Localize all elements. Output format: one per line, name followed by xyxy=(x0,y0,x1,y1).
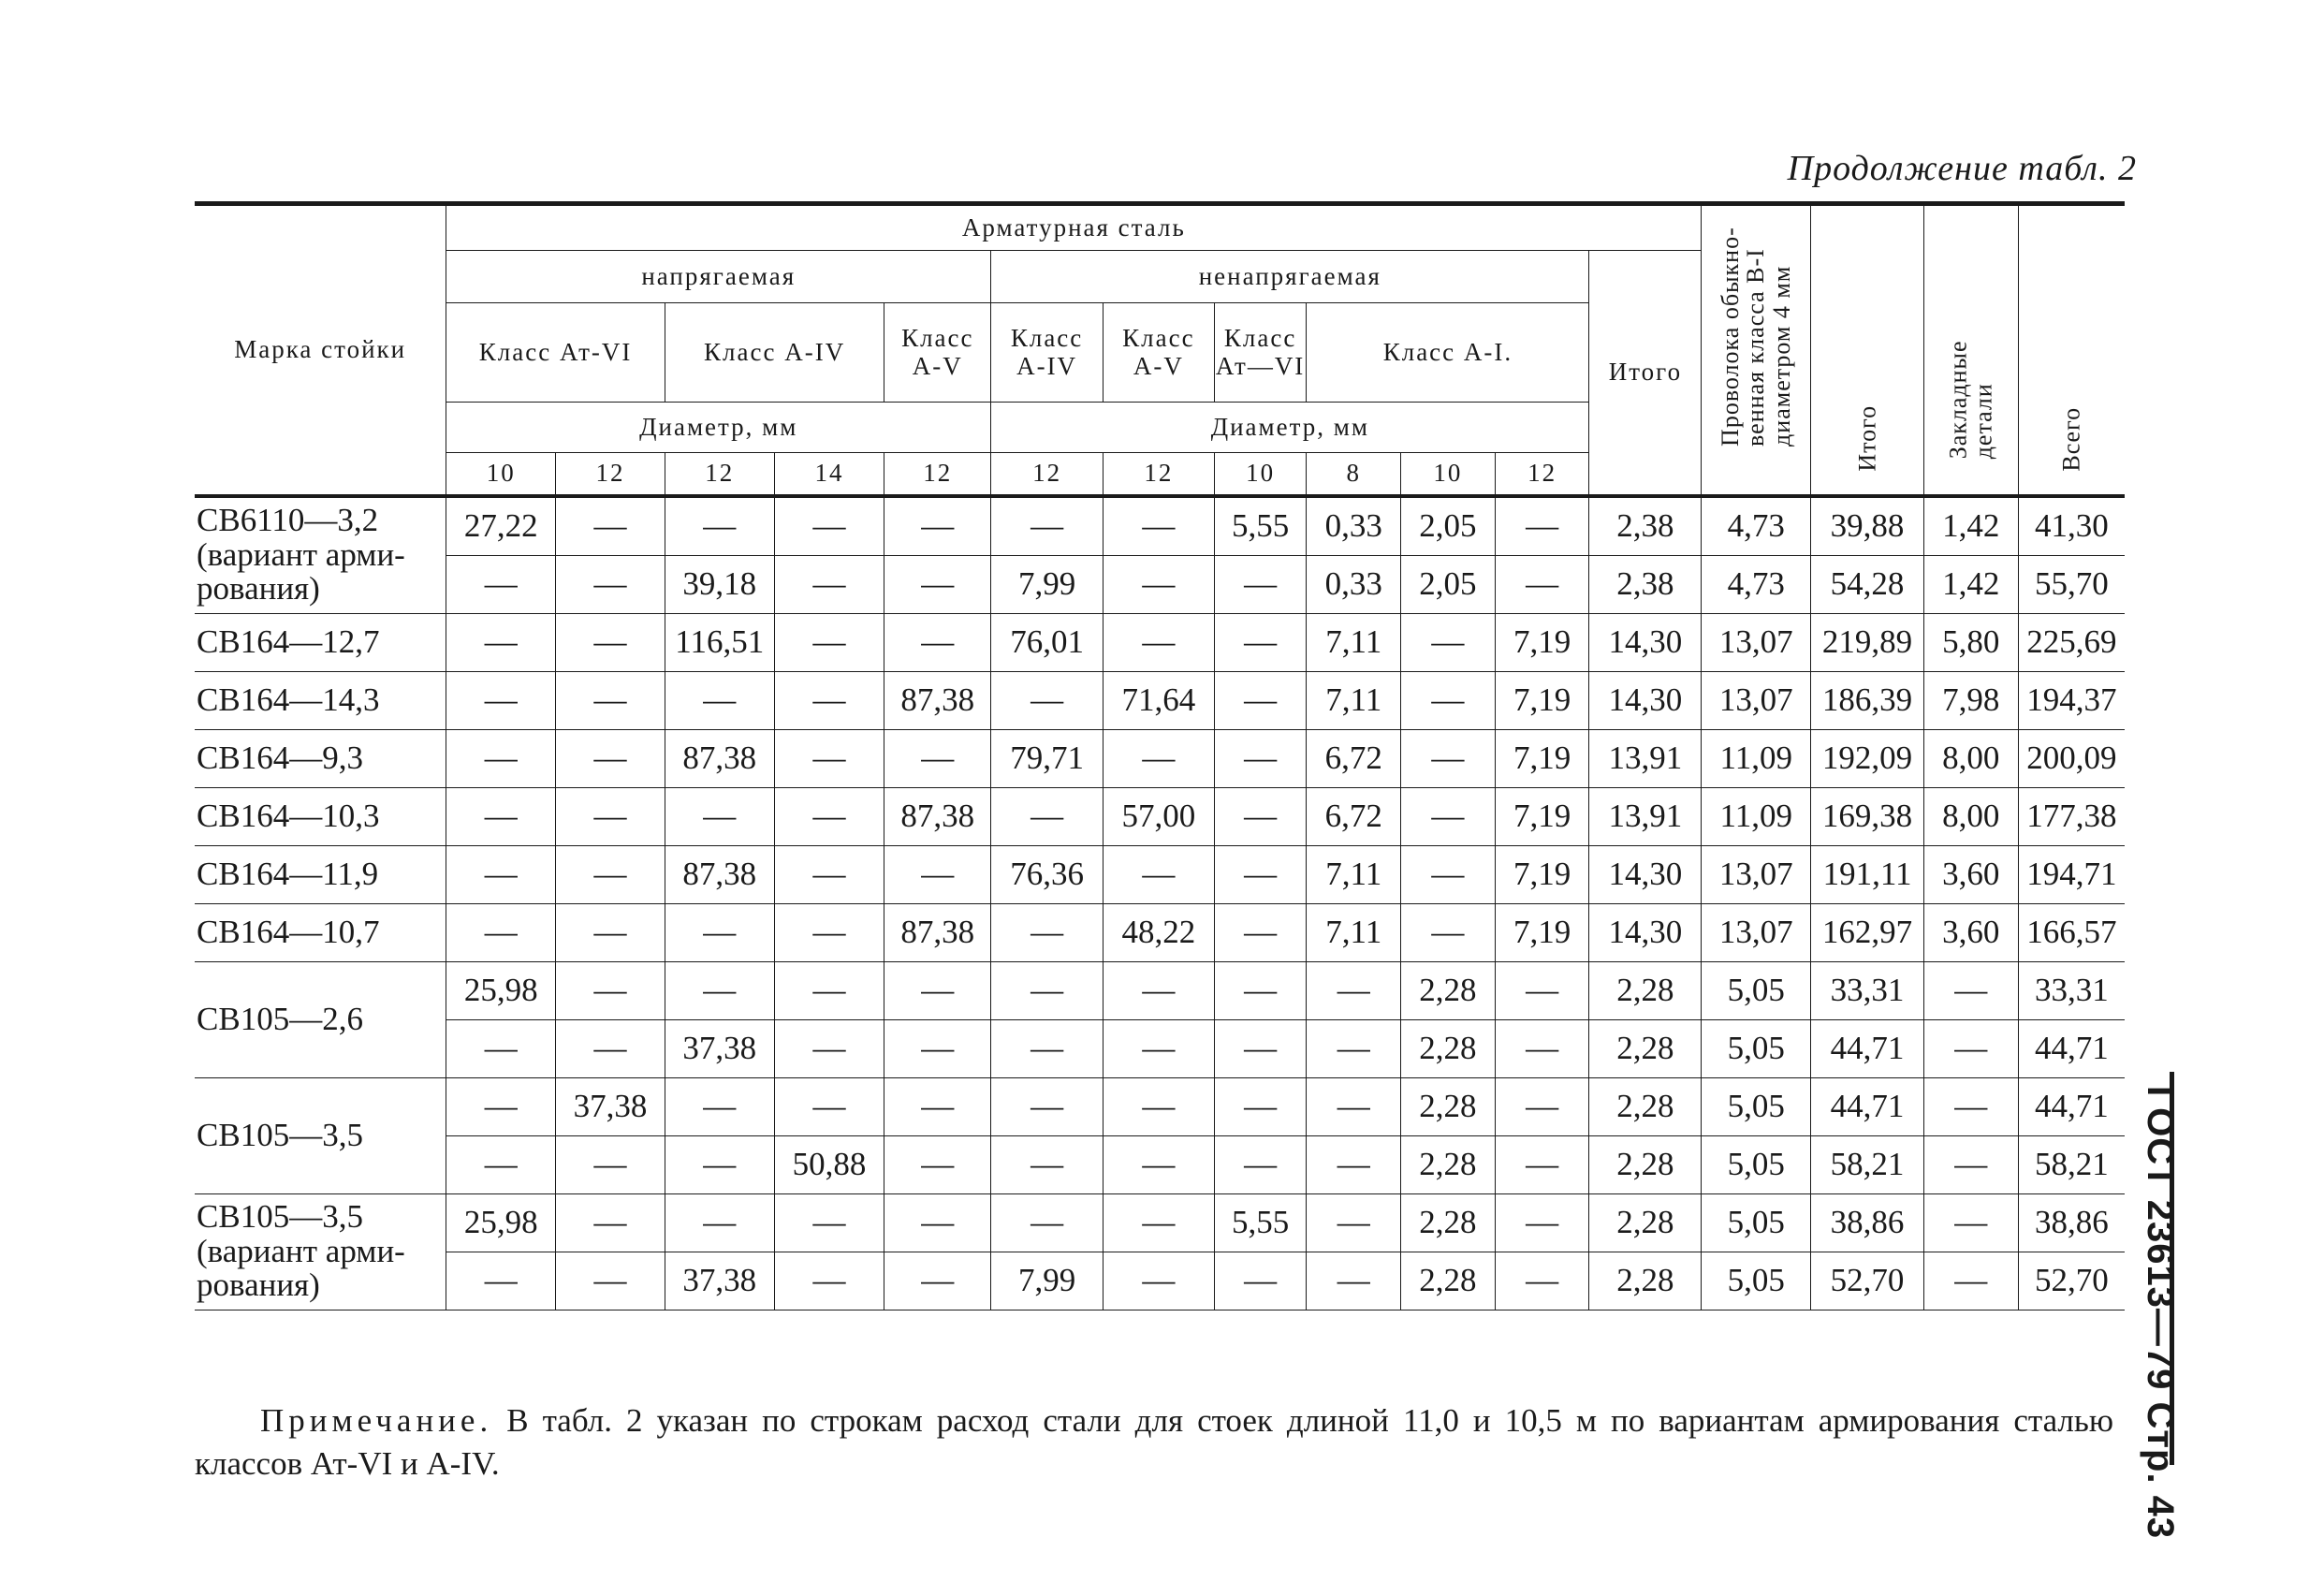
table-cell: — xyxy=(991,903,1104,961)
table-cell: — xyxy=(1401,613,1496,671)
table-cell: 4,73 xyxy=(1702,555,1811,613)
diameter-cell: 12 xyxy=(556,453,665,496)
table-cell: — xyxy=(991,671,1104,729)
table-row xyxy=(195,1077,2125,1135)
table-cell: — xyxy=(556,1019,665,1077)
table-cell: — xyxy=(1214,613,1307,671)
header-class-av-line2: А-V xyxy=(912,351,963,380)
header-ns-aiv-line2: А-IV xyxy=(1016,351,1078,380)
header-wire-text: Проволока обыкно- венная класса В-I диаметром 4 мм xyxy=(1717,226,1795,447)
table-cell: — xyxy=(1103,496,1214,556)
table-cell: 7,19 xyxy=(1495,903,1589,961)
table-cell: 7,19 xyxy=(1495,729,1589,787)
table-cell: 58,21 xyxy=(1811,1135,1924,1193)
table-row xyxy=(195,671,2125,729)
table-cell: — xyxy=(446,613,556,671)
table-cell: 2,28 xyxy=(1401,961,1496,1019)
table-cell: — xyxy=(884,1019,991,1077)
table-cell: 11,09 xyxy=(1702,787,1811,845)
header-itogo2 xyxy=(1811,204,1924,496)
table-cell: 1,42 xyxy=(1923,496,2018,556)
table-cell: 3,60 xyxy=(1923,845,2018,903)
table-cell: — xyxy=(446,1252,556,1310)
table-cell: 192,09 xyxy=(1811,729,1924,787)
table-cell: — xyxy=(774,1019,884,1077)
table-cell: — xyxy=(446,1135,556,1193)
table-cell: — xyxy=(884,496,991,556)
diameter-cell: 10 xyxy=(1401,453,1496,496)
table-cell: 5,80 xyxy=(1923,613,2018,671)
table-cell: — xyxy=(446,903,556,961)
table-row xyxy=(195,1193,2125,1252)
row-mark: СВ164—14,3 xyxy=(195,671,446,729)
table-cell: 14,30 xyxy=(1589,845,1702,903)
table-cell: — xyxy=(991,787,1104,845)
table-cell: 11,09 xyxy=(1702,729,1811,787)
table-cell: — xyxy=(774,671,884,729)
table-cell: — xyxy=(1923,1077,2018,1135)
table-cell: — xyxy=(446,1077,556,1135)
header-ns-aiv-line1: Класс xyxy=(1010,323,1084,352)
table-row xyxy=(195,1252,2125,1310)
table-cell: 44,71 xyxy=(2018,1077,2125,1135)
table-cell: 2,28 xyxy=(1401,1193,1496,1252)
table-cell: 5,05 xyxy=(1702,1252,1811,1310)
table-cell: — xyxy=(774,845,884,903)
table-row xyxy=(195,1135,2125,1193)
table-cell: — xyxy=(556,787,665,845)
table-cell: 7,98 xyxy=(1923,671,2018,729)
table-cell: 2,38 xyxy=(1589,555,1702,613)
table-cell: 71,64 xyxy=(1103,671,1214,729)
table-cell: 5,55 xyxy=(1214,1193,1307,1252)
table-cell: — xyxy=(1495,1135,1589,1193)
table-cell: — xyxy=(774,496,884,556)
header-ns-class-ai: Класс А-I. xyxy=(1307,303,1589,403)
table-cell: — xyxy=(665,496,774,556)
header-class-av xyxy=(884,303,991,403)
table-cell: — xyxy=(556,1135,665,1193)
table-cell: 7,11 xyxy=(1307,613,1401,671)
table-cell: — xyxy=(884,613,991,671)
table-cell: — xyxy=(774,903,884,961)
table-cell: — xyxy=(774,1193,884,1252)
table-cell: — xyxy=(991,961,1104,1019)
table-cell: 14,30 xyxy=(1589,671,1702,729)
table-cell: 219,89 xyxy=(1811,613,1924,671)
table-cell: — xyxy=(665,1193,774,1252)
standard-page-label: ГОСТ 23613—79 Стр. 43 xyxy=(2140,1086,2181,1540)
diameter-cell: 12 xyxy=(884,453,991,496)
header-stressed: напрягаемая xyxy=(446,251,991,303)
table-row xyxy=(195,555,2125,613)
table-cell: — xyxy=(884,845,991,903)
table-row xyxy=(195,787,2125,845)
table-cell: — xyxy=(556,1193,665,1252)
table-cell: 14,30 xyxy=(1589,613,1702,671)
table-cell: — xyxy=(1307,1019,1401,1077)
table-note xyxy=(195,1399,2113,1486)
table-cell: 5,05 xyxy=(1702,961,1811,1019)
table-cell: 7,99 xyxy=(991,1252,1104,1310)
table-cell: 7,19 xyxy=(1495,671,1589,729)
header-class-aiv: Класс А-IV xyxy=(665,303,884,403)
table-cell: — xyxy=(774,787,884,845)
table-cell: 7,19 xyxy=(1495,787,1589,845)
table-cell: — xyxy=(446,555,556,613)
table-cell: 2,28 xyxy=(1401,1019,1496,1077)
table-cell: 1,42 xyxy=(1923,555,2018,613)
table-cell: 194,37 xyxy=(2018,671,2125,729)
table-cell: — xyxy=(1214,1019,1307,1077)
header-embedded-text: Закладные детали xyxy=(1944,340,1997,460)
steel-consumption-table xyxy=(195,201,2125,1310)
row-mark: СВ105—2,6 xyxy=(195,961,446,1077)
table-cell: 0,33 xyxy=(1307,555,1401,613)
header-total-text: Всего xyxy=(2057,407,2085,472)
table-cell: 52,70 xyxy=(2018,1252,2125,1310)
table-cell: — xyxy=(774,1077,884,1135)
table-cell: — xyxy=(884,1252,991,1310)
diameter-cell: 12 xyxy=(991,453,1104,496)
table-cell: — xyxy=(556,961,665,1019)
table-cell: 2,05 xyxy=(1401,555,1496,613)
table-cell: 39,88 xyxy=(1811,496,1924,556)
table-cell: 7,11 xyxy=(1307,903,1401,961)
table-cell: 37,38 xyxy=(665,1252,774,1310)
table-row xyxy=(195,613,2125,671)
row-mark: СВ164—11,9 xyxy=(195,845,446,903)
table-cell: 7,11 xyxy=(1307,845,1401,903)
header-ns-class-av xyxy=(1103,303,1214,403)
table-cell: — xyxy=(1923,961,2018,1019)
row-mark: СВ164—9,3 xyxy=(195,729,446,787)
table-cell: 33,31 xyxy=(2018,961,2125,1019)
table-cell: 177,38 xyxy=(2018,787,2125,845)
row-mark: СВ105—3,5 xyxy=(195,1077,446,1193)
table-row xyxy=(195,1019,2125,1077)
table-cell: — xyxy=(446,1019,556,1077)
table-cell: — xyxy=(1401,729,1496,787)
table-cell: 79,71 xyxy=(991,729,1104,787)
diameter-cell: 10 xyxy=(446,453,556,496)
table-cell: — xyxy=(556,1252,665,1310)
table-cell: 13,07 xyxy=(1702,671,1811,729)
table-cell: — xyxy=(774,555,884,613)
table-cell: — xyxy=(1923,1135,2018,1193)
table-cell: 169,38 xyxy=(1811,787,1924,845)
table-row xyxy=(195,496,2125,556)
table-cell: 5,05 xyxy=(1702,1193,1811,1252)
table-cell: 116,51 xyxy=(665,613,774,671)
table-cell: — xyxy=(556,729,665,787)
diameter-cell: 14 xyxy=(774,453,884,496)
table-cell: — xyxy=(1923,1252,2018,1310)
table-cell: 25,98 xyxy=(446,961,556,1019)
table-cell: 0,33 xyxy=(1307,496,1401,556)
table-cell: — xyxy=(1214,1077,1307,1135)
table-cell: 41,30 xyxy=(2018,496,2125,556)
table-cell: — xyxy=(1307,1077,1401,1135)
table-cell: 13,91 xyxy=(1589,787,1702,845)
table-cell: 58,21 xyxy=(2018,1135,2125,1193)
table-cell: — xyxy=(665,1077,774,1135)
table-cell: — xyxy=(1923,1019,2018,1077)
table-cell: — xyxy=(556,496,665,556)
table-cell: 5,55 xyxy=(1214,496,1307,556)
table-cell: 57,00 xyxy=(1103,787,1214,845)
header-diameter-stressed: Диаметр, мм xyxy=(446,403,991,453)
table-cell: 13,07 xyxy=(1702,903,1811,961)
diameter-cell: 12 xyxy=(1103,453,1214,496)
table-row xyxy=(195,845,2125,903)
table-cell: — xyxy=(1103,555,1214,613)
header-ns-class-aiv xyxy=(991,303,1104,403)
table-cell: — xyxy=(556,613,665,671)
table-cell: 5,05 xyxy=(1702,1077,1811,1135)
table-cell: — xyxy=(1495,1077,1589,1135)
row-mark: СВ6110—3,2 (вариант арми-рования) xyxy=(195,496,446,614)
header-ns-atvi-line1: Класс xyxy=(1223,323,1297,352)
table-cell: — xyxy=(1401,845,1496,903)
table-cell: 8,00 xyxy=(1923,729,2018,787)
table-cell: — xyxy=(665,961,774,1019)
table-cell: — xyxy=(556,555,665,613)
table-cell: 87,38 xyxy=(665,845,774,903)
table-body xyxy=(195,496,2125,1310)
table-cell: — xyxy=(1923,1193,2018,1252)
table-row xyxy=(195,961,2125,1019)
table-cell: 2,28 xyxy=(1589,1135,1702,1193)
diameter-cell: 10 xyxy=(1214,453,1307,496)
table-cell: — xyxy=(665,787,774,845)
table-cell: 25,98 xyxy=(446,1193,556,1252)
table-cell: — xyxy=(991,1193,1104,1252)
table-cell: 44,71 xyxy=(2018,1019,2125,1077)
table-cell: — xyxy=(1103,1019,1214,1077)
row-mark: СВ164—10,3 xyxy=(195,787,446,845)
row-mark: СВ105—3,5 (вариант арми-рования) xyxy=(195,1193,446,1310)
header-class-atvi: Класс Ат-VI xyxy=(446,303,665,403)
header-wire xyxy=(1702,204,1811,496)
header-embedded xyxy=(1923,204,2018,496)
table-cell: — xyxy=(1214,961,1307,1019)
table-cell: 2,28 xyxy=(1589,1019,1702,1077)
table-cell: — xyxy=(1214,671,1307,729)
table-cell: — xyxy=(1103,613,1214,671)
table-cell: — xyxy=(884,1077,991,1135)
table-cell: — xyxy=(1214,1252,1307,1310)
table-cell: — xyxy=(1495,1193,1589,1252)
table-cell: 33,31 xyxy=(1811,961,1924,1019)
table-cell: 2,38 xyxy=(1589,496,1702,556)
header-diameter-nonstressed: Диаметр, мм xyxy=(991,403,1589,453)
table-cell: — xyxy=(774,961,884,1019)
table-cell: — xyxy=(1103,1193,1214,1252)
header-ns-class-atvi xyxy=(1214,303,1307,403)
table-cell: 191,11 xyxy=(1811,845,1924,903)
table-cell: 14,30 xyxy=(1589,903,1702,961)
table-cell: — xyxy=(884,729,991,787)
diameter-cell: 8 xyxy=(1307,453,1401,496)
table-cell: 44,71 xyxy=(1811,1077,1924,1135)
table-cell: 13,91 xyxy=(1589,729,1702,787)
table-cell: 4,73 xyxy=(1702,496,1811,556)
table-cell: 48,22 xyxy=(1103,903,1214,961)
table-cell: 52,70 xyxy=(1811,1252,1924,1310)
table-continuation-caption: Продолжение табл. 2 xyxy=(1787,149,2137,188)
table-cell: 200,09 xyxy=(2018,729,2125,787)
table-cell: 7,19 xyxy=(1495,613,1589,671)
table-cell: 186,39 xyxy=(1811,671,1924,729)
table-cell: 2,05 xyxy=(1401,496,1496,556)
table-cell: 166,57 xyxy=(2018,903,2125,961)
table-cell: — xyxy=(1214,555,1307,613)
table-cell: 2,28 xyxy=(1401,1135,1496,1193)
table-cell: — xyxy=(446,729,556,787)
table-cell: — xyxy=(556,845,665,903)
header-ns-atvi-line2: Ат—VI xyxy=(1215,351,1306,380)
table-cell: 87,38 xyxy=(884,787,991,845)
table-cell: — xyxy=(884,1135,991,1193)
table-cell: — xyxy=(1401,671,1496,729)
table-cell: 87,38 xyxy=(884,671,991,729)
table-cell: — xyxy=(1103,729,1214,787)
table-cell: — xyxy=(991,496,1104,556)
header-total xyxy=(2018,204,2125,496)
table-header xyxy=(195,204,2125,496)
table-cell: — xyxy=(1307,961,1401,1019)
table-cell: — xyxy=(1495,496,1589,556)
table-cell: 37,38 xyxy=(556,1077,665,1135)
diameter-cell: 12 xyxy=(665,453,774,496)
header-itogo2-text: Итого xyxy=(1853,405,1881,472)
table-cell: — xyxy=(665,1135,774,1193)
table-cell: — xyxy=(1495,1252,1589,1310)
table-cell: — xyxy=(1103,1135,1214,1193)
table-cell: — xyxy=(774,613,884,671)
table-cell: 13,07 xyxy=(1702,845,1811,903)
table-cell: — xyxy=(1214,903,1307,961)
table-cell: — xyxy=(1307,1135,1401,1193)
table-cell: — xyxy=(1401,787,1496,845)
table-cell: 5,05 xyxy=(1702,1135,1811,1193)
header-nonstressed: ненапрягаемая xyxy=(991,251,1589,303)
table-cell: 7,11 xyxy=(1307,671,1401,729)
table-cell: — xyxy=(1103,1077,1214,1135)
table-cell: — xyxy=(774,729,884,787)
table-cell: 54,28 xyxy=(1811,555,1924,613)
table-cell: — xyxy=(1103,961,1214,1019)
table-cell: — xyxy=(884,1193,991,1252)
table-cell: — xyxy=(884,555,991,613)
table-cell: 38,86 xyxy=(2018,1193,2125,1252)
table-cell: 55,70 xyxy=(2018,555,2125,613)
table-cell: — xyxy=(1307,1252,1401,1310)
note-text: В табл. 2 указан по строкам расход стали для стоек длиной 11,0 и 10,5 м по вариантам армирования сталью классов Ат-VI и А-IV. xyxy=(195,1402,2113,1483)
table-cell: — xyxy=(1214,729,1307,787)
table-cell: 3,60 xyxy=(1923,903,2018,961)
table-cell: 44,71 xyxy=(1811,1019,1924,1077)
table-cell: — xyxy=(1495,961,1589,1019)
table-cell: 2,28 xyxy=(1401,1252,1496,1310)
table-cell: 2,28 xyxy=(1589,961,1702,1019)
table-cell: — xyxy=(991,1077,1104,1135)
table-cell: 225,69 xyxy=(2018,613,2125,671)
table-cell: 87,38 xyxy=(665,729,774,787)
table-cell: — xyxy=(774,1252,884,1310)
table-cell: 76,01 xyxy=(991,613,1104,671)
table-cell: 50,88 xyxy=(774,1135,884,1193)
diameter-cell: 12 xyxy=(1495,453,1589,496)
table-cell: 2,28 xyxy=(1589,1252,1702,1310)
table-cell: — xyxy=(884,961,991,1019)
table-cell: 39,18 xyxy=(665,555,774,613)
table-cell: — xyxy=(991,1019,1104,1077)
table-cell: — xyxy=(1214,845,1307,903)
table-cell: 13,07 xyxy=(1702,613,1811,671)
table-cell: 5,05 xyxy=(1702,1019,1811,1077)
table-cell: — xyxy=(1307,1193,1401,1252)
header-class-av-line1: Класс xyxy=(901,323,974,352)
table-row xyxy=(195,729,2125,787)
table-cell: — xyxy=(1495,555,1589,613)
table-cell: — xyxy=(1401,903,1496,961)
header-mark: Марка стойки xyxy=(195,204,446,496)
table-cell: — xyxy=(1495,1019,1589,1077)
table-cell: — xyxy=(665,903,774,961)
table-cell: 162,97 xyxy=(1811,903,1924,961)
note-label: Примечание. xyxy=(260,1402,493,1439)
table-cell: 6,72 xyxy=(1307,787,1401,845)
table-cell: 7,99 xyxy=(991,555,1104,613)
table-cell: 87,38 xyxy=(884,903,991,961)
table-cell: — xyxy=(1214,787,1307,845)
table-cell: 2,28 xyxy=(1589,1193,1702,1252)
table-cell: — xyxy=(1103,1252,1214,1310)
row-mark: СВ164—10,7 xyxy=(195,903,446,961)
table-cell: 6,72 xyxy=(1307,729,1401,787)
header-reinf-steel: Арматурная сталь xyxy=(446,204,1702,251)
table-cell: — xyxy=(1214,1135,1307,1193)
row-mark: СВ164—12,7 xyxy=(195,613,446,671)
header-itogo: Итого xyxy=(1589,251,1702,496)
table-cell: — xyxy=(556,671,665,729)
table-cell: — xyxy=(446,671,556,729)
table-cell: 8,00 xyxy=(1923,787,2018,845)
table-cell: 76,36 xyxy=(991,845,1104,903)
table-cell: — xyxy=(665,671,774,729)
table-cell: — xyxy=(1103,845,1214,903)
table-cell: — xyxy=(556,903,665,961)
table-cell: — xyxy=(446,845,556,903)
table-cell: 7,19 xyxy=(1495,845,1589,903)
table-cell: — xyxy=(446,787,556,845)
table-cell: 27,22 xyxy=(446,496,556,556)
table-cell: — xyxy=(991,1135,1104,1193)
table-cell: 37,38 xyxy=(665,1019,774,1077)
header-ns-av-line2: А-V xyxy=(1133,351,1184,380)
table-cell: 194,71 xyxy=(2018,845,2125,903)
header-ns-av-line1: Класс xyxy=(1122,323,1195,352)
table-cell: 2,28 xyxy=(1401,1077,1496,1135)
table-row xyxy=(195,903,2125,961)
table-cell: 38,86 xyxy=(1811,1193,1924,1252)
table-cell: 2,28 xyxy=(1589,1077,1702,1135)
